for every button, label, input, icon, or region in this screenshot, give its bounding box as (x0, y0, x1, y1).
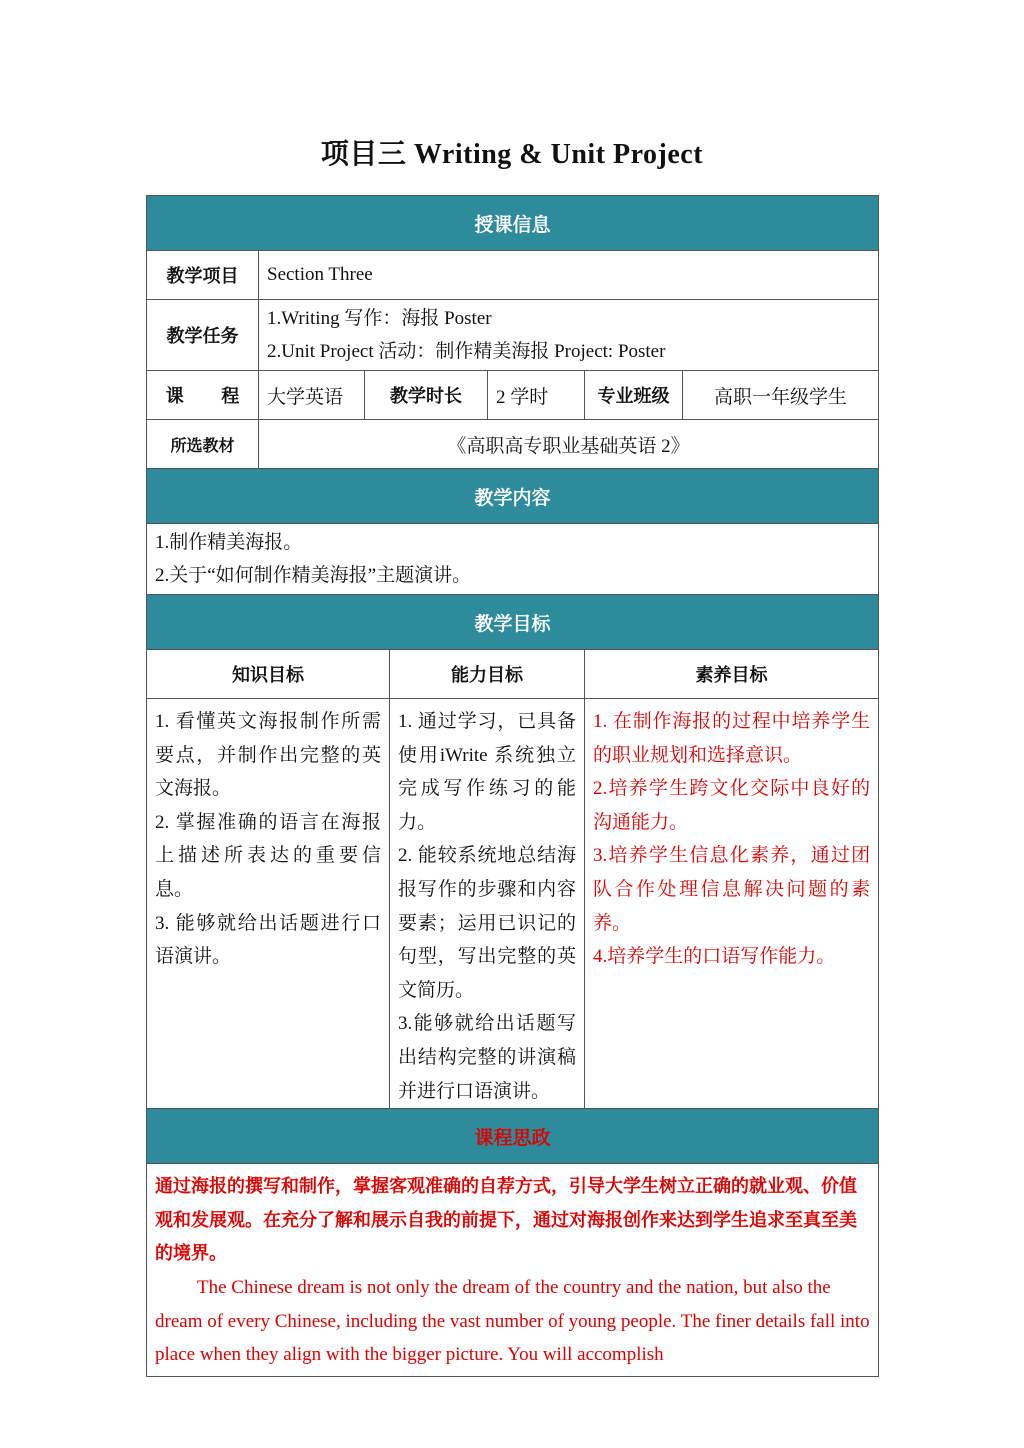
class-label: 专业班级 (585, 371, 683, 420)
goal-header-knowledge: 知识目标 (147, 650, 390, 699)
knowledge-goal-3: 3. 能够就给出话题进行口语演讲。 (155, 912, 381, 968)
lesson-plan-table (146, 195, 879, 1377)
quality-goal-2: 2.培养学生跨文化交际中良好的沟通能力。 (593, 778, 871, 833)
knowledge-goal-2: 2. 掌握准确的语言在海报上描述所表达的重要信息。 (155, 811, 381, 900)
quality-goal-4: 4.培养学生的口语写作能力。 (593, 946, 836, 968)
project-value: Section Three (259, 251, 879, 300)
goal-header-ability: 能力目标 (390, 650, 585, 699)
section-teaching-info: 授课信息 (147, 196, 879, 251)
course-value: 大学英语 (259, 371, 365, 420)
task-line-2: 2.Unit Project 活动：制作精美海报 Project: Poster (267, 341, 666, 362)
section-teaching-goals: 教学目标 (147, 595, 879, 650)
quality-goal-1: 1. 在制作海报的过程中培养学生的职业规划和选择意识。 (593, 711, 871, 766)
ideology-english-text: The Chinese dream is not only the dream of the country and the nation, but also the dream of every Chinese, including the vast number of young people. The finer details fall into place when they align with the bigger picture. You will accomplish (155, 1276, 870, 1366)
textbook-label: 所选教材 (147, 420, 259, 469)
course-label: 课 程 (147, 371, 259, 420)
section-ideology: 课程思政 (147, 1109, 879, 1164)
knowledge-goals (147, 699, 390, 1109)
content-cell (147, 524, 879, 595)
textbook-value: 《高职高专职业基础英语 2》 (259, 420, 879, 469)
class-value: 高职一年级学生 (683, 371, 879, 420)
goal-header-quality: 素养目标 (585, 650, 879, 699)
ideology-bold-text: 通过海报的撰写和制作，掌握客观准确的自荐方式，引导大学生树立正确的就业观、价值观和发展观。在充分了解和展示自我的前提下，通过对海报创作来达到学生追求至真至美的境界。 (155, 1176, 857, 1265)
knowledge-goal-1: 1. 看懂英文海报制作所需要点，并制作出完整的英文海报。 (155, 711, 381, 800)
section-teaching-content: 教学内容 (147, 469, 879, 524)
content-line-2: 2.关于“如何制作精美海报”主题演讲。 (155, 565, 472, 586)
project-label: 教学项目 (147, 251, 259, 300)
content-line-1: 1.制作精美海报。 (155, 532, 303, 553)
task-line-1: 1.Writing 写作：海报 Poster (267, 308, 492, 329)
task-label: 教学任务 (147, 300, 259, 371)
ability-goal-1: 1. 通过学习，已具备使用iWrite 系统独立完成写作练习的能力。 (398, 711, 576, 833)
ability-goal-3: 3.能够就给出话题写出结构完整的讲演稿并进行口语演讲。 (398, 1013, 576, 1102)
ability-goal-2: 2. 能较系统地总结海报写作的步骤和内容要素；运用已识记的句型，写出完整的英文简历。 (398, 845, 576, 1001)
ideology-cell (147, 1164, 879, 1377)
duration-value: 2 学时 (488, 371, 585, 420)
page-title: 项目三 Writing & Unit Project (320, 139, 704, 170)
duration-label: 教学时长 (365, 371, 488, 420)
quality-goal-3: 3.培养学生信息化素养，通过团队合作处理信息解决问题的素养。 (593, 845, 871, 934)
quality-goals (585, 699, 879, 1109)
task-cell (259, 300, 879, 371)
ability-goals (390, 699, 585, 1109)
